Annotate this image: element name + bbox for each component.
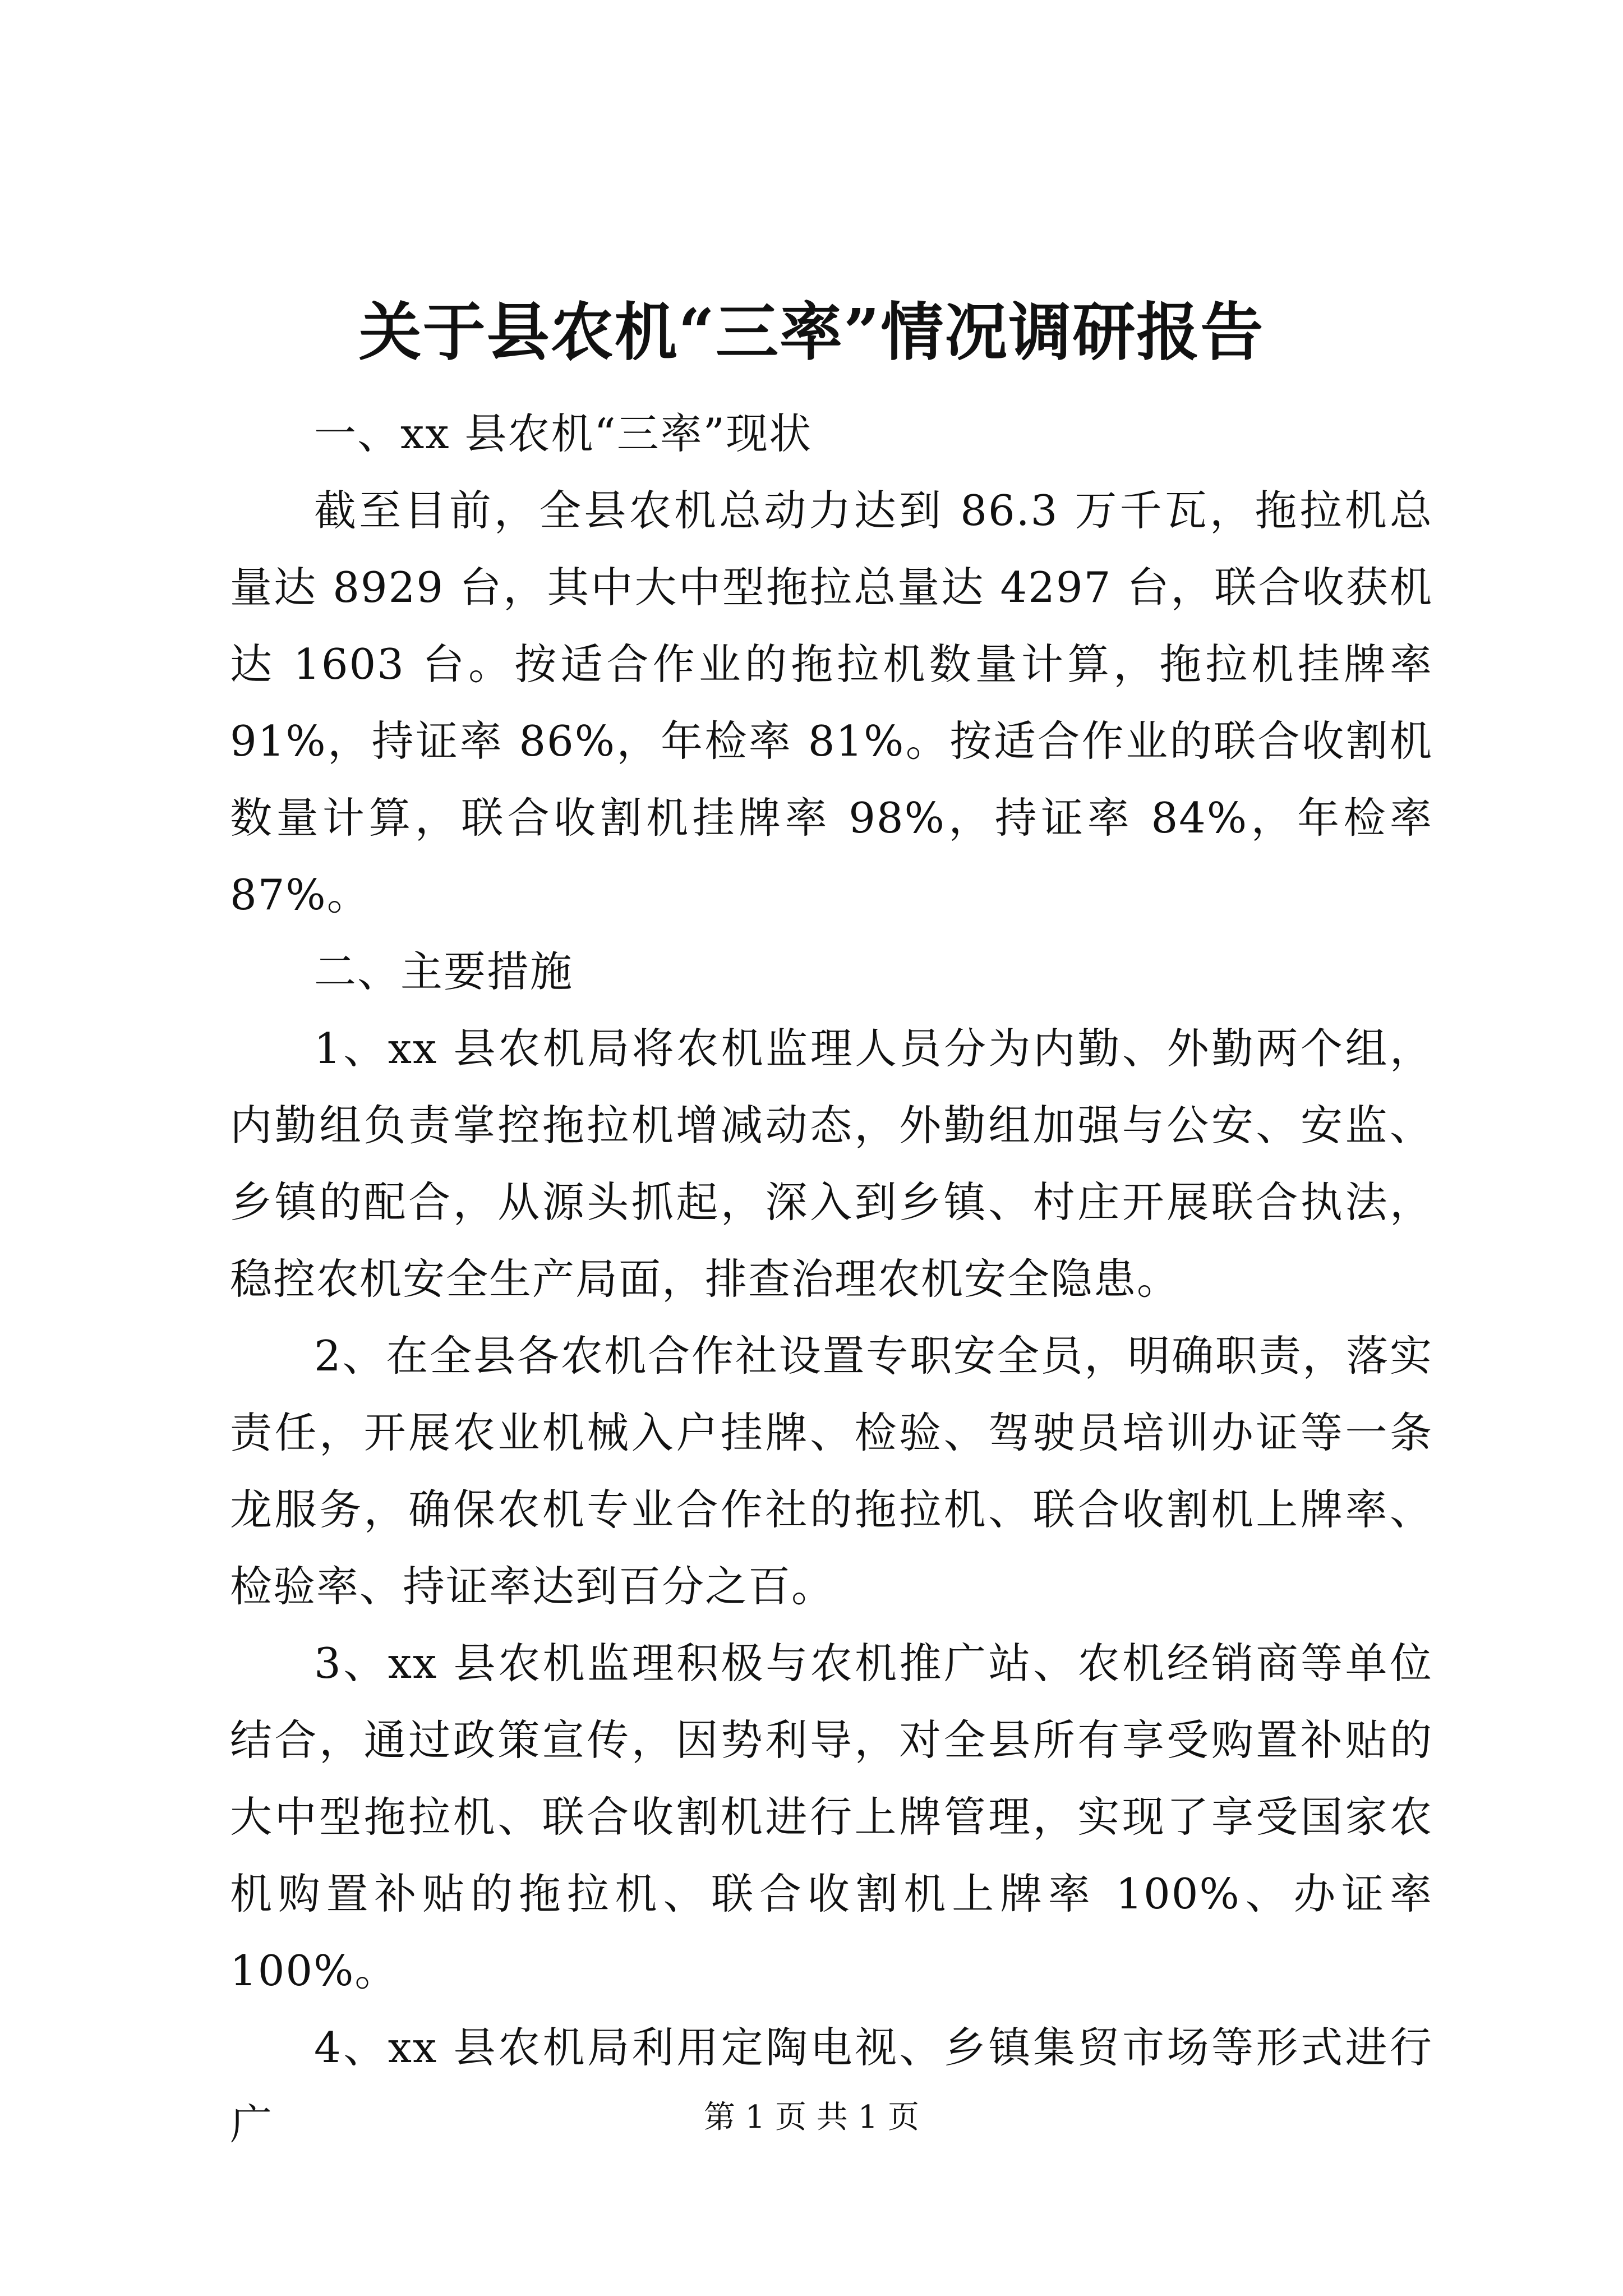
section-heading-status: 一、xx 县农机“三率”现状 [314, 409, 813, 458]
paragraph-measure-2: 2、在全县各农机合作社设置专职安全员，明确职责，落实责任，开展农业机械入户挂牌、检验、驾驶员培训办证等一条龙服务，确保农机专业合作社的拖拉机、联合收割机上牌率、检验率、持证率达到百分之百。 [230, 1331, 1433, 1611]
paragraph-measure-1: 1、xx 县农机局将农机监理人员分为内勤、外勤两个组，内勤组负责掌控拖拉机增减动态，外勤组加强与公安、安监、乡镇的配合，从源头抓起，深入到乡镇、村庄开展联合执法，稳控农机安全生产局面，排查治理农机安全隐患。 [230, 1024, 1433, 1304]
section-heading-measures: 二、主要措施 [314, 947, 574, 996]
paragraph-status-figures: 截至目前，全县农机总动力达到 86.3 万千瓦，拖拉机总量达 8929 台，其中大中型拖拉总量达 4297 台，联合收获机达 1603 台。按适合作业的拖拉机数量计算，拖拉机挂牌率 91%，持证率 86%，年检率 81%。按适合作业的联合收割机数量计算，联合收割机挂牌率 98%，持证率 84%，年检率 87%。 [230, 486, 1433, 919]
paragraph-measure-4: 4、xx 县农机局利用定陶电视、乡镇集贸市场等形式进行广 [230, 2023, 1433, 2149]
document-body [230, 395, 1433, 2163]
paragraph-measure-3: 3、xx 县农机监理积极与农机推广站、农机经销商等单位结合，通过政策宣传，因势利导，对全县所有享受购置补贴的大中型拖拉机、联合收割机进行上牌管理，实现了享受国家农机购置补贴的拖拉机、联合收割机上牌率 100%、办证率 100%。 [230, 1639, 1433, 1995]
document-title: 关于县农机“三率”情况调研报告 [358, 296, 1265, 369]
page-footer: 第 1 页 共 1 页 [703, 2099, 920, 2136]
